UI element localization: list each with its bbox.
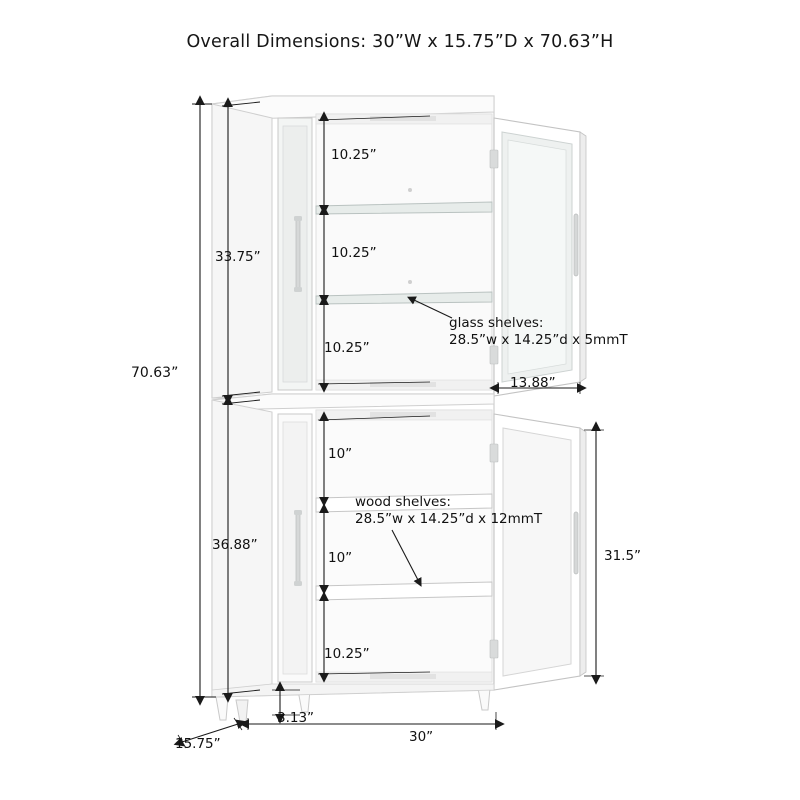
dim-lower-bay-3: 10.25”: [324, 646, 370, 662]
dim-lower-cabinet-height: 36.88”: [212, 537, 258, 553]
dim-lower-bay-2: 10”: [328, 550, 353, 566]
dim-upper-bay-3: 10.25”: [324, 340, 370, 356]
callout-wood-shelves-line1: wood shelves:: [355, 494, 451, 510]
dim-leg-height: 3.13”: [277, 710, 315, 726]
callout-glass-shelves: [449, 315, 628, 349]
dim-lower-bay-1: 10”: [328, 446, 353, 462]
page-title: Overall Dimensions: 30”W x 15.75”D x 70.63”H: [186, 32, 614, 52]
dim-door-width: 13.88”: [510, 375, 556, 391]
dim-upper-cabinet-height: 33.75”: [215, 249, 261, 265]
dim-depth: 15.75”: [175, 736, 221, 752]
dim-upper-bay-1: 10.25”: [331, 147, 377, 163]
callout-glass-shelves-line1: glass shelves:: [449, 315, 544, 331]
dim-upper-bay-2: 10.25”: [331, 245, 377, 261]
callout-wood-shelves: [355, 494, 542, 528]
dim-door-height: 31.5”: [604, 548, 642, 564]
cabinet-illustration: [212, 96, 586, 722]
callout-wood-shelves-line2: 28.5”w x 14.25”d x 12mmT: [355, 510, 543, 527]
callout-glass-shelves-line2: 28.5”w x 14.25”d x 5mmT: [449, 331, 628, 348]
dim-overall-height: 70.63”: [131, 365, 179, 381]
dim-width: 30”: [409, 729, 434, 745]
